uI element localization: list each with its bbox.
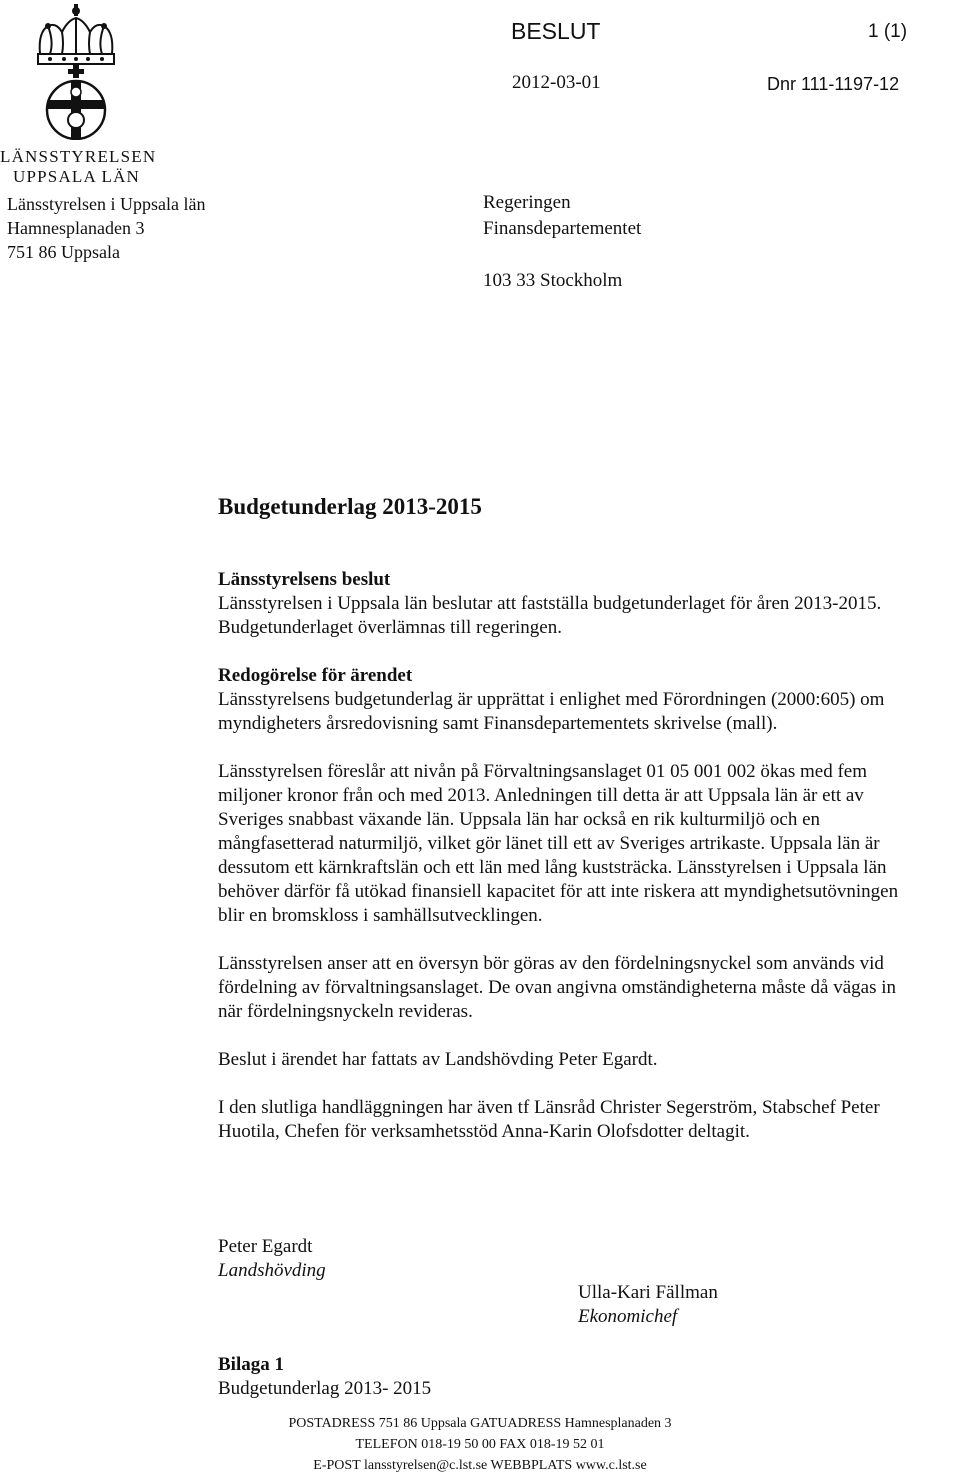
section-heading: Redogörelse för ärendet bbox=[218, 665, 413, 686]
body-line: behöver därför få utökad finansiell kapacitet för att inte riskera att myndighetsutövningen bbox=[218, 881, 899, 902]
recipient-line: Regeringen bbox=[483, 192, 571, 213]
body-line: Länsstyrelsens budgetunderlag är upprättat i enlighet med Förordningen (2000:605) om bbox=[218, 689, 885, 710]
body-line: Beslut i ärendet har fattats av Landshövding Peter Egardt. bbox=[218, 1049, 658, 1070]
review-paragraph bbox=[218, 952, 953, 1024]
page-count: 1 (1) bbox=[868, 21, 908, 42]
document-body bbox=[218, 492, 953, 1168]
footer-line: E-POST lansstyrelsen@c.lst.se WEBBPLATS www.c.lst.se bbox=[313, 1458, 647, 1473]
proposal-paragraph bbox=[218, 760, 953, 928]
body-line: myndigheters årsredovisning samt Finansdepartementets skrivelse (mall). bbox=[218, 713, 778, 734]
body-line: blir en bromskloss i samhällsutvecklingen. bbox=[218, 905, 543, 926]
body-line: Huotila, Chefen för verksamhetsstöd Anna-Karin Olofsdotter deltagit. bbox=[218, 1121, 750, 1142]
signatory-title: Ekonomichef bbox=[578, 1306, 678, 1327]
sender-address bbox=[7, 192, 205, 264]
org-name-line: LÄNSSTYRELSEN bbox=[0, 147, 157, 166]
document-date: 2012-03-01 bbox=[512, 72, 601, 93]
body-line: I den slutliga handläggningen har även tf Länsråd Christer Segerström, Stabschef Peter bbox=[218, 1097, 880, 1118]
body-line: Länsstyrelsen anser att en översyn bör göras av den fördelningsnyckel som används vid bbox=[218, 953, 884, 974]
recipient-address bbox=[483, 190, 641, 294]
attachment-label: Bilaga 1 bbox=[218, 1354, 284, 1375]
footer-line: TELEFON 018-19 50 00 FAX 018-19 52 01 bbox=[355, 1437, 605, 1452]
signature-block bbox=[578, 1281, 718, 1329]
body-line: Länsstyrelsen i Uppsala län beslutar att fastställa budgetunderlaget för åren 2013-2015. bbox=[218, 593, 882, 614]
body-line: dessutom ett kärnkraftslän och ett län med lång kuststräcka. Länsstyrelsen i Uppsala län bbox=[218, 857, 887, 878]
participants-paragraph bbox=[218, 1096, 953, 1144]
recipient-line: 103 33 Stockholm bbox=[483, 270, 623, 291]
page-footer bbox=[0, 1413, 960, 1476]
org-name bbox=[0, 147, 156, 187]
body-line: Sveriges snabbast växande län. Uppsala län har också en rik kulturmiljö och en bbox=[218, 809, 821, 830]
attachment-note bbox=[218, 1353, 431, 1401]
recipient-line: Finansdepartementet bbox=[483, 218, 642, 239]
document-title: Budgetunderlag 2013-2015 bbox=[218, 494, 482, 519]
county-crest-logo bbox=[34, 2, 118, 140]
report-section bbox=[218, 664, 953, 736]
attachment-text: Budgetunderlag 2013- 2015 bbox=[218, 1378, 432, 1399]
sender-line: Hamnesplanaden 3 bbox=[7, 218, 145, 238]
body-line: fördelning av förvaltningsanslaget. De ovan angivna omständigheterna måste då vägas in bbox=[218, 977, 896, 998]
signatory-name: Ulla-Kari Fällman bbox=[578, 1282, 718, 1303]
signatory-name: Peter Egardt bbox=[218, 1236, 313, 1257]
body-line: Länsstyrelsen föreslår att nivån på Förvaltningsanslaget 01 05 001 002 ökas med fem bbox=[218, 761, 868, 782]
signature-block bbox=[218, 1235, 326, 1283]
sender-line: 751 86 Uppsala bbox=[7, 242, 120, 262]
body-line: när fördelningsnyckeln revideras. bbox=[218, 1001, 473, 1022]
document-type: BESLUT bbox=[511, 18, 601, 44]
footer-line: POSTADRESS 751 86 Uppsala GATUADRESS Hamnesplanaden 3 bbox=[288, 1416, 672, 1431]
signatory-title: Landshövding bbox=[218, 1260, 326, 1281]
decision-section bbox=[218, 568, 953, 640]
document-number: Dnr 111-1197-12 bbox=[767, 74, 900, 94]
sender-line: Länsstyrelsen i Uppsala län bbox=[7, 194, 206, 214]
decision-maker-paragraph bbox=[218, 1048, 953, 1072]
body-line: mångfasetterad naturmiljö, vilket gör länet till ett av Sveriges artrikaste. Uppsala län är bbox=[218, 833, 880, 854]
org-name-line: UPPSALA LÄN bbox=[13, 167, 141, 186]
body-line: Budgetunderlaget överlämnas till regeringen. bbox=[218, 617, 562, 638]
section-heading: Länsstyrelsens beslut bbox=[218, 569, 391, 590]
body-line: miljoner kronor från och med 2013. Anledningen till detta är att Uppsala län är ett av bbox=[218, 785, 864, 806]
